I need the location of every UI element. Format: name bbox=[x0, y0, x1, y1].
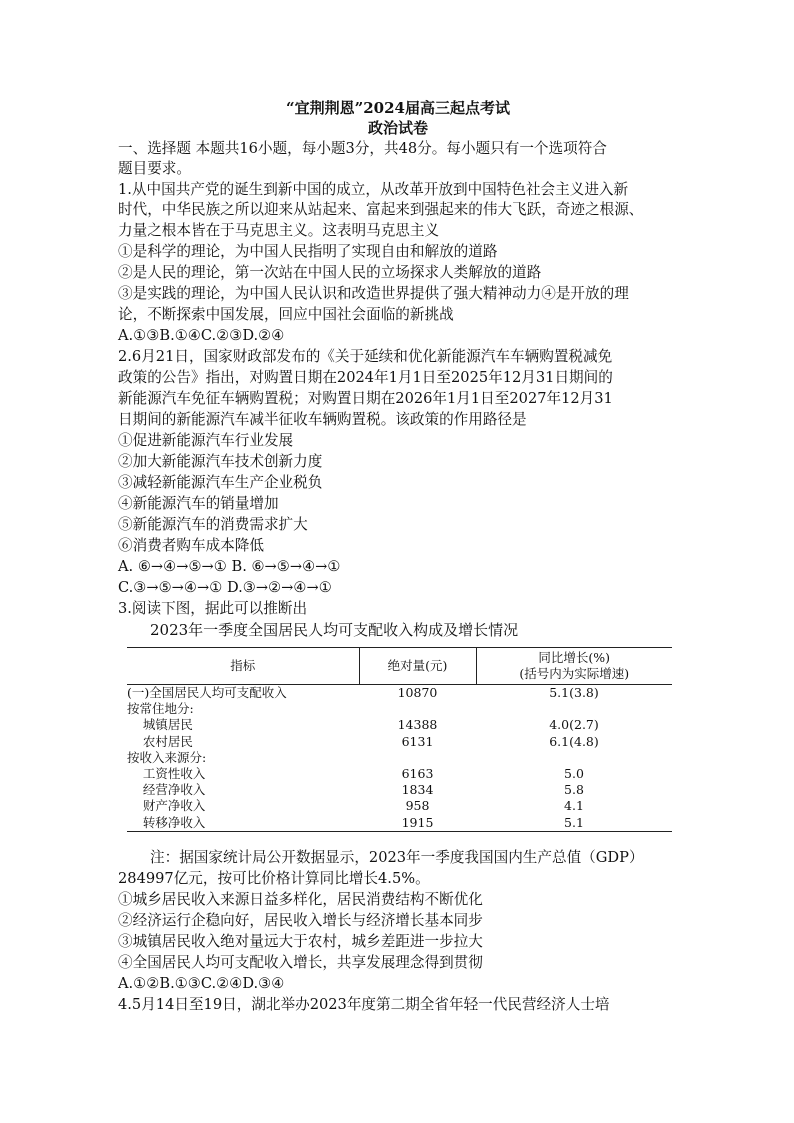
row-growth: 6.1(4.8) bbox=[549, 733, 599, 749]
q1-option-4: 论，不断探索中国发展，回应中国社会面临的新挑战 bbox=[118, 306, 454, 323]
section-heading-line2: 题目要求。 bbox=[118, 160, 191, 177]
income-table bbox=[127, 647, 672, 832]
q2-option-2: ②加大新能源汽车技术创新力度 bbox=[118, 453, 323, 470]
row-name: 经营净收入 bbox=[127, 782, 206, 798]
row-name: (一)全国居民人均可支配收入 bbox=[127, 685, 287, 700]
row-name: 按常住地分: bbox=[127, 701, 194, 717]
table-caption: 2023年一季度全国居民人均可支配收入构成及增长情况 bbox=[150, 621, 519, 639]
table-row bbox=[127, 701, 672, 717]
row-absolute: 10870 bbox=[397, 685, 438, 700]
table-row bbox=[127, 750, 672, 766]
row-absolute: 6163 bbox=[401, 766, 434, 782]
table-row bbox=[127, 766, 672, 782]
table-row bbox=[127, 782, 672, 798]
q2-option-1: ①促进新能源汽车行业发展 bbox=[118, 432, 294, 449]
row-growth bbox=[476, 701, 672, 717]
q3-option-4: ④全国居民人均可支配收入增长，共享发展理念得到贯彻 bbox=[118, 954, 483, 971]
q3-option-3: ③城镇居民收入绝对量远大于农村，城乡差距进一步拉大 bbox=[118, 933, 483, 950]
q2-stem-line4: 日期间的新能源汽车减半征收车辆购置税。该政策的作用路径是 bbox=[118, 411, 527, 428]
row-absolute: 6131 bbox=[401, 733, 434, 749]
q2-option-3: ③减轻新能源汽车生产企业税负 bbox=[118, 474, 323, 491]
table-header-indicator: 指标 bbox=[127, 648, 359, 685]
q2-answer-choices-cd: C.③→⑤→④→① D.③→②→④→① bbox=[118, 579, 332, 596]
q3-option-1: ①城乡居民收入来源日益多样化，居民消费结构不断优化 bbox=[118, 891, 483, 908]
q2-answer-choices-ab: A. ⑥→④→⑤→① B. ⑥→⑤→④→① bbox=[118, 558, 341, 575]
q1-answer-choices: A.①③B.①④C.②③D.②④ bbox=[118, 327, 285, 344]
q2-stem-line3: 新能源汽车免征车辆购置税；对购置日期在2026年1月1日至2027年12月31 bbox=[118, 390, 613, 407]
q3-note-line2: 284997亿元，按可比价格计算同比增长4.5%。 bbox=[118, 870, 430, 887]
row-name: 转移净收入 bbox=[127, 815, 359, 832]
row-name: 按收入来源分: bbox=[127, 749, 207, 765]
row-growth: 5.0 bbox=[564, 766, 584, 782]
table-header-growth-line2: (括号内为实际增速) bbox=[519, 666, 630, 681]
q4-stem-line1: 4.5月14日至19日，湖北举办2023年度第二期全省年轻一代民营经济人士培 bbox=[118, 996, 610, 1013]
table-row bbox=[127, 685, 672, 702]
q2-option-5: ⑤新能源汽车的消费需求扩大 bbox=[118, 516, 308, 533]
q3-option-2: ②经济运行企稳向好，居民收入增长与经济增长基本同步 bbox=[118, 912, 483, 929]
row-absolute bbox=[359, 701, 476, 717]
row-growth: 4.0(2.7) bbox=[549, 717, 599, 733]
row-absolute: 1834 bbox=[401, 782, 434, 798]
row-name: 农村居民 bbox=[127, 733, 193, 749]
q1-option-2: ②是人民的理论，第一次站在中国人民的立场探求人类解放的道路 bbox=[118, 264, 542, 281]
q2-option-4: ④新能源汽车的销量增加 bbox=[118, 495, 279, 512]
row-growth: 5.1(3.8) bbox=[549, 685, 599, 700]
row-growth: 4.1 bbox=[564, 798, 584, 814]
q2-stem-line1: 2.6月21日，国家财政部发布的《关于延续和优化新能源汽车车辆购置税减免 bbox=[118, 348, 613, 365]
q3-answer-choices: A.①②B.①③C.②④D.③④ bbox=[118, 975, 285, 992]
row-absolute: 14388 bbox=[397, 717, 438, 733]
q2-option-6: ⑥消费者购车成本降低 bbox=[118, 537, 264, 554]
row-absolute: 958 bbox=[405, 798, 430, 814]
q3-stem: 3.阅读下图，据此可以推断出 bbox=[118, 600, 308, 617]
table-row bbox=[127, 798, 672, 814]
row-name: 工资性收入 bbox=[127, 766, 206, 782]
table-row bbox=[127, 815, 672, 832]
q1-option-1: ①是科学的理论，为中国人民指明了实现自由和解放的道路 bbox=[118, 243, 498, 260]
row-absolute: 1915 bbox=[359, 815, 476, 832]
row-growth bbox=[476, 750, 672, 766]
table-header-growth bbox=[476, 648, 672, 685]
row-absolute bbox=[359, 750, 476, 766]
q1-stem-line3: 力量之根本皆在于马克思主义。这表明马克思主义 bbox=[118, 222, 440, 239]
table-header-growth-line1: 同比增长(%) bbox=[538, 650, 611, 665]
q3-note-line1: 注：据国家统计局公开数据显示，2023年一季度我国国内生产总值（GDP） bbox=[150, 849, 644, 866]
q1-option-3: ③是实践的理论，为中国人民认识和改造世界提供了强大精神动力④是开放的理 bbox=[118, 285, 629, 302]
table-row bbox=[127, 734, 672, 750]
table-row bbox=[127, 717, 672, 733]
row-name: 城镇居民 bbox=[127, 717, 193, 733]
q1-stem-line1: 1.从中国共产党的诞生到新中国的成立，从改革开放到中国特色社会主义进入新 bbox=[118, 181, 629, 198]
q2-stem-line2: 政策的公告》指出，对购置日期在2024年1月1日至2025年12月31日期间的 bbox=[118, 369, 613, 386]
table-header-absolute: 绝对量(元) bbox=[359, 648, 476, 685]
row-growth: 5.8 bbox=[564, 782, 584, 798]
q1-stem-line2: 时代，中华民族之所以迎来从站起来、富起来到强起来的伟大飞跃，奇迹之根源、 bbox=[118, 201, 644, 218]
exam-title: “宜荆荆恩”2024届高三起点考试 bbox=[285, 99, 510, 117]
row-growth: 5.1 bbox=[476, 815, 672, 832]
exam-subtitle: 政治试卷 bbox=[367, 119, 428, 137]
row-name: 财产净收入 bbox=[127, 798, 206, 814]
section-heading-line1: 一、选择题 本题共16小题，每小题3分，共48分。每小题只有一个选项符合 bbox=[118, 140, 607, 157]
